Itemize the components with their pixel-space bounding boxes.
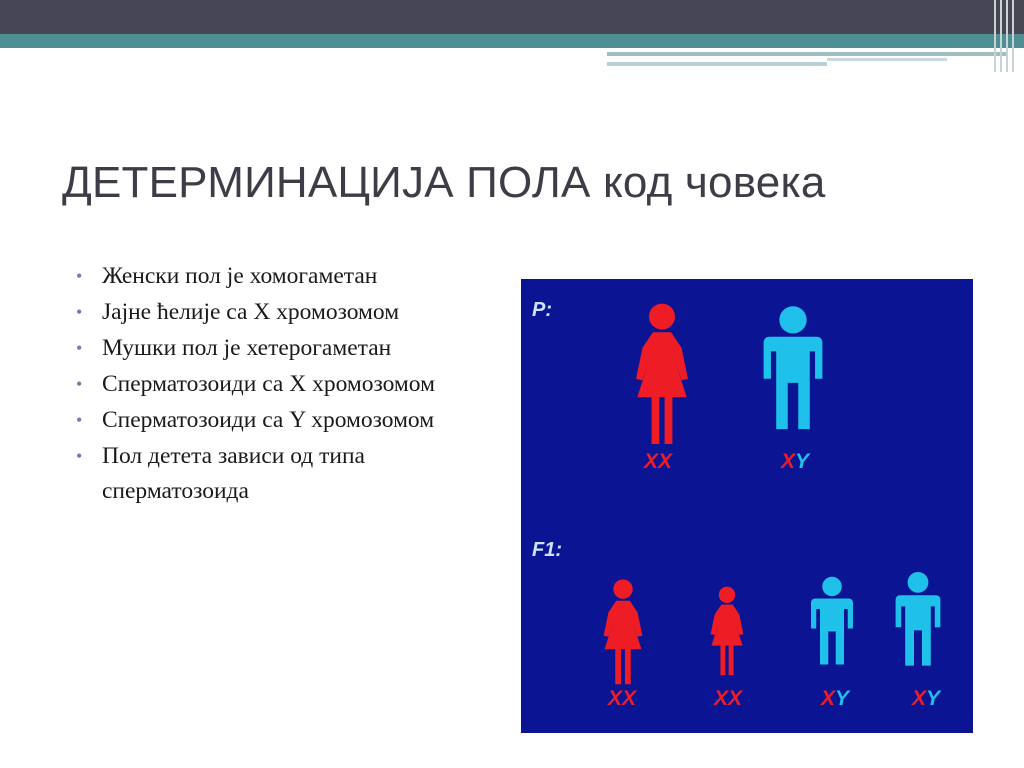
inheritance-figure bbox=[521, 279, 973, 733]
genotype-label: XX bbox=[643, 450, 673, 473]
genotype-label: XX bbox=[607, 687, 637, 710]
bullet-text: Сперматозоиди са X хромозомом bbox=[102, 371, 435, 397]
female-figure-icon bbox=[636, 304, 688, 444]
decorative-line bbox=[607, 52, 1007, 56]
bullet-item bbox=[72, 367, 502, 402]
genotype-label: XY bbox=[780, 450, 810, 473]
bullet-item bbox=[72, 259, 502, 294]
genotype-label: XY bbox=[911, 687, 941, 710]
bullet-item bbox=[72, 295, 502, 330]
bullet-item bbox=[72, 403, 502, 438]
decorative-stripes bbox=[990, 0, 1024, 72]
genotype-label: XX bbox=[713, 687, 743, 710]
male-figure-icon bbox=[811, 577, 853, 665]
bullet-text: Сперматозоиди са Y хромозомом bbox=[102, 407, 435, 433]
bullet-item bbox=[72, 439, 502, 509]
female-figure-icon bbox=[711, 587, 744, 676]
bullet-text: Мушки пол је хетерогаметан bbox=[102, 335, 392, 361]
header-dark-band bbox=[0, 0, 1024, 34]
bullet-text: Јајне ћелије са X хромозомом bbox=[102, 299, 400, 325]
bullet-icon: • bbox=[76, 266, 83, 286]
bullet-icon: • bbox=[76, 446, 83, 466]
male-figure-icon bbox=[896, 572, 941, 666]
decorative-line bbox=[827, 58, 947, 61]
bullet-icon: • bbox=[76, 338, 83, 358]
bullet-item bbox=[72, 331, 502, 366]
bullet-text: Пол детета зависи од типа сперматозоида bbox=[102, 443, 365, 504]
bullet-list bbox=[72, 259, 502, 510]
parent-generation-label: P: bbox=[532, 299, 552, 321]
header-teal-band bbox=[0, 34, 1024, 48]
bullet-text: Женски пол је хомогаметан bbox=[102, 263, 378, 289]
bullet-icon: • bbox=[76, 374, 83, 394]
male-figure-icon bbox=[764, 306, 823, 429]
genotype-label: XY bbox=[820, 687, 850, 710]
decorative-line bbox=[607, 62, 827, 66]
f1-generation-label: F1: bbox=[532, 539, 562, 561]
inheritance-figure-svg bbox=[521, 279, 973, 733]
bullet-icon: • bbox=[76, 302, 83, 322]
female-figure-icon bbox=[604, 579, 643, 684]
slide-title: ДЕТЕРМИНАЦИЈА ПОЛА код човека bbox=[62, 158, 826, 207]
bullet-icon: • bbox=[76, 410, 83, 430]
